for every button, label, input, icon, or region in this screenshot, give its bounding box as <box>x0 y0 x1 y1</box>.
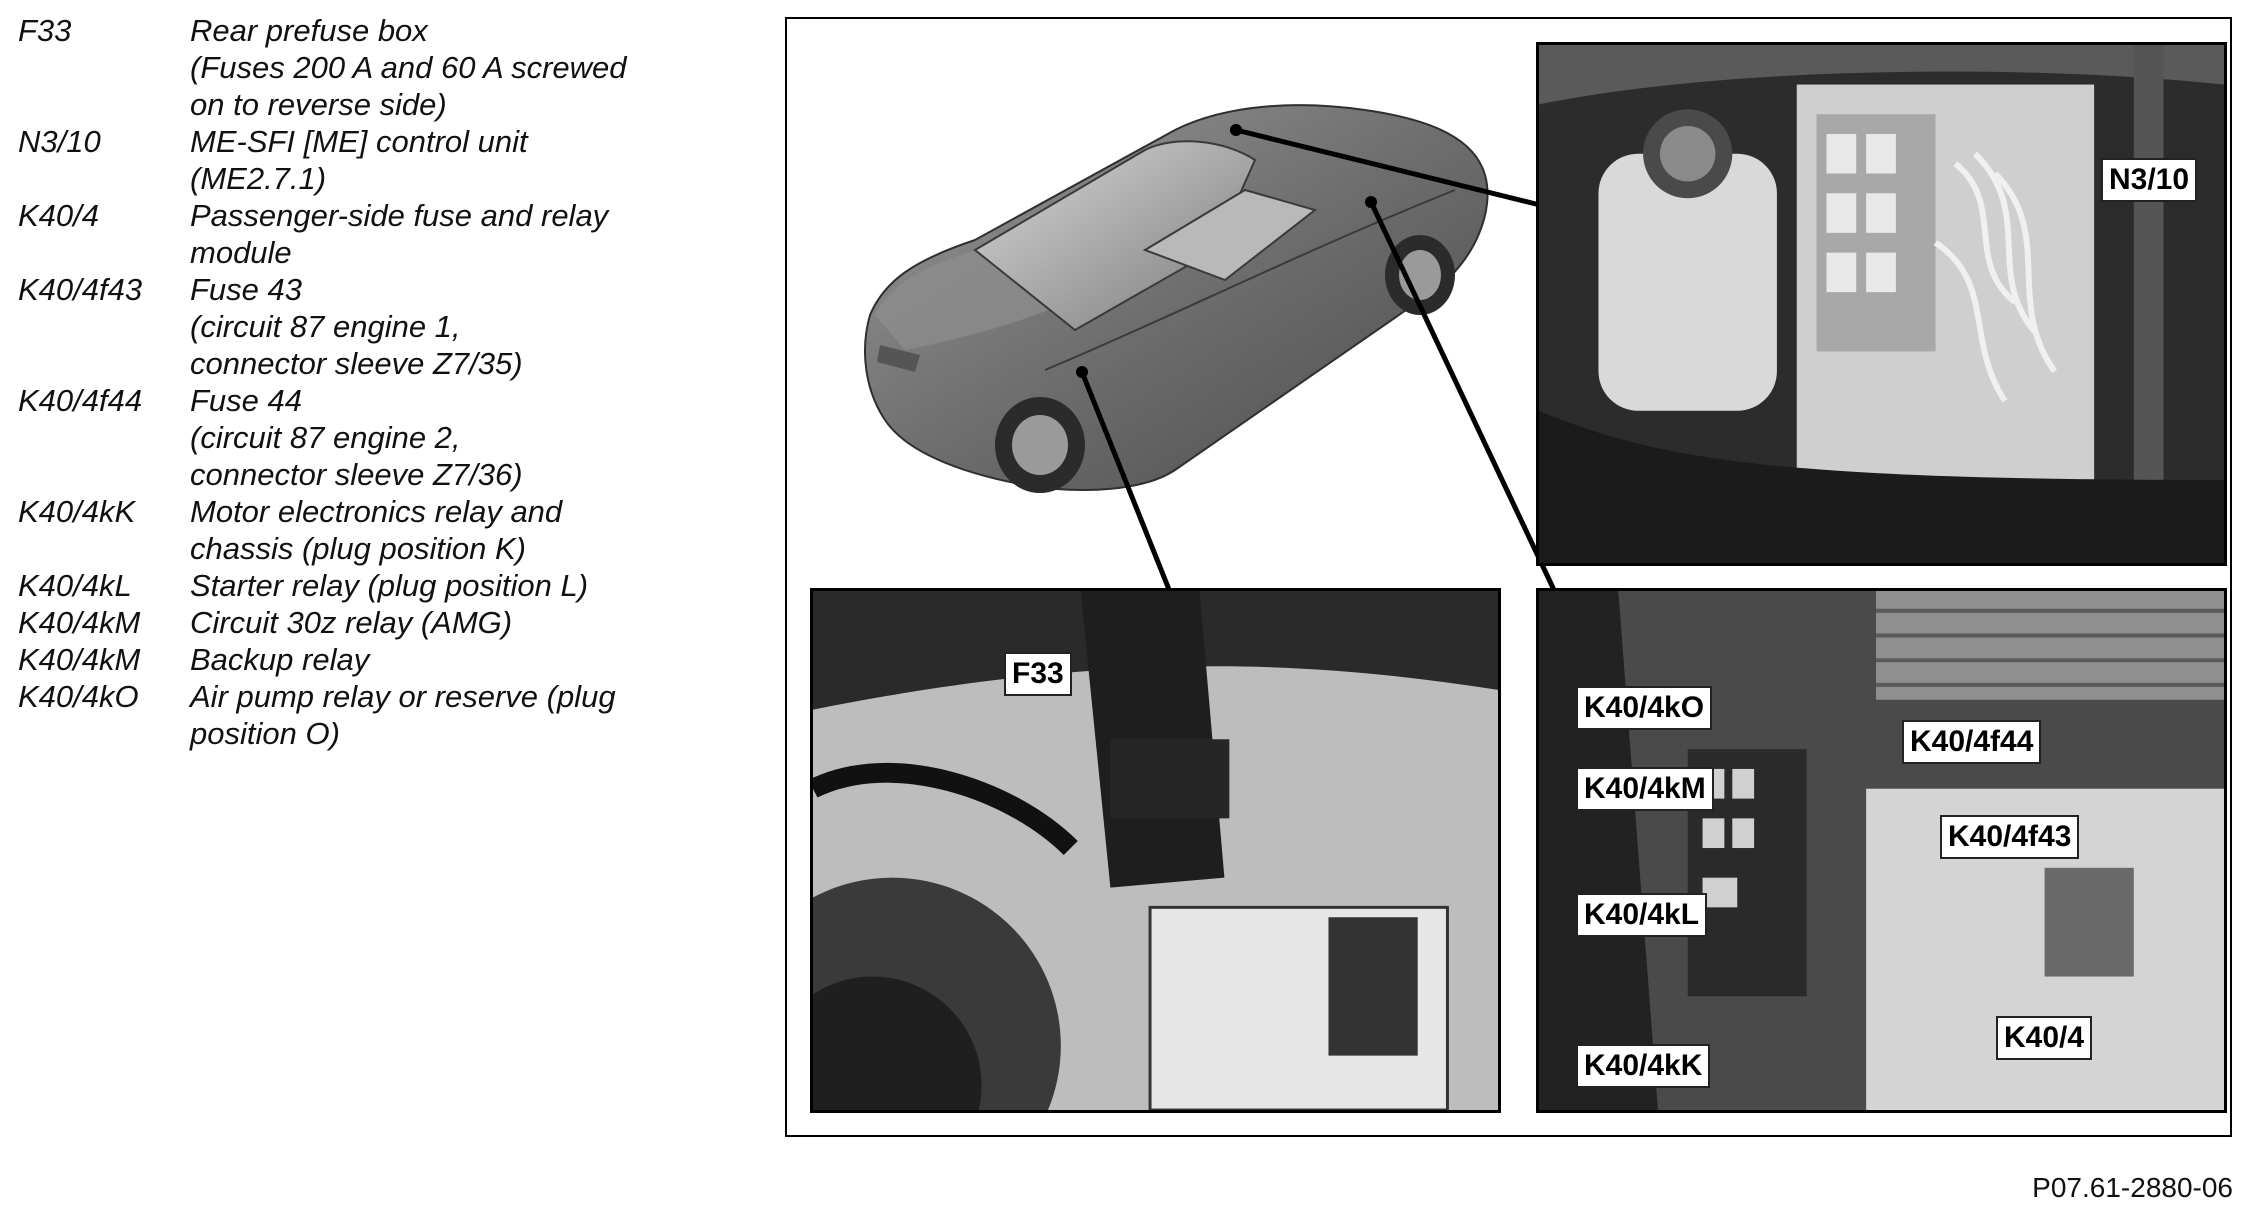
legend-desc-line: on to reverse side) <box>190 87 447 122</box>
legend-desc-line: Starter relay (plug position L) <box>190 568 589 603</box>
legend-code: K40/4kM <box>18 605 141 640</box>
passenger-module-photo <box>1536 588 2227 1113</box>
legend-desc <box>190 197 738 271</box>
legend-code: K40/4f43 <box>18 272 143 307</box>
trunk-image <box>813 591 1498 1110</box>
legend-desc-line: module <box>190 235 292 270</box>
legend-desc <box>190 382 738 493</box>
legend-desc <box>190 678 738 752</box>
legend-row-n3-10 <box>18 123 738 197</box>
legend-code: K40/4kM <box>18 642 141 677</box>
legend-row-k40-4f44 <box>18 382 738 493</box>
legend-row-k40-4km-backup <box>18 641 738 678</box>
legend-row-k40-4f43 <box>18 271 738 382</box>
legend-code: K40/4f44 <box>18 383 143 418</box>
callout-k40-4kl: K40/4kL <box>1576 893 1707 937</box>
legend-desc <box>190 271 738 382</box>
engine-compartment-image <box>1539 45 2224 563</box>
legend-desc <box>190 604 738 641</box>
legend-desc <box>190 641 738 678</box>
legend-code: K40/4kL <box>18 568 132 603</box>
legend-desc-line: chassis (plug position K) <box>190 531 526 566</box>
legend-code: K40/4kK <box>18 494 136 529</box>
legend-row-k40-4km-30z <box>18 604 738 641</box>
legend-desc-line: position O) <box>190 716 340 751</box>
trunk-photo <box>810 588 1501 1113</box>
legend-row-k40-4kk <box>18 493 738 567</box>
legend-desc-line: Circuit 30z relay (AMG) <box>190 605 513 640</box>
legend-desc-line: (circuit 87 engine 1, <box>190 309 461 344</box>
legend-row-k40-4ko <box>18 678 738 752</box>
legend-desc-line: ME-SFI [ME] control unit <box>190 124 528 159</box>
legend-code: F33 <box>18 13 72 48</box>
legend-code: K40/4kO <box>18 679 139 714</box>
callout-k40-4km: K40/4kM <box>1576 767 1714 811</box>
legend-desc-line: (ME2.7.1) <box>190 161 327 196</box>
legend-desc-line: (circuit 87 engine 2, <box>190 420 461 455</box>
callout-k40-4ko: K40/4kO <box>1576 686 1712 730</box>
legend-desc-line: Rear prefuse box <box>190 13 428 48</box>
legend <box>18 12 738 752</box>
legend-desc-line: connector sleeve Z7/36) <box>190 457 523 492</box>
callout-k40-4kk: K40/4kK <box>1576 1044 1710 1088</box>
callout-f33: F33 <box>1004 652 1072 696</box>
legend-desc-line: Air pump relay or reserve (plug <box>190 679 616 714</box>
passenger-module-image <box>1539 591 2224 1110</box>
callout-k40-4: K40/4 <box>1996 1016 2092 1060</box>
legend-desc <box>190 12 738 123</box>
callout-k40-4f44: K40/4f44 <box>1902 720 2041 764</box>
legend-desc <box>190 123 738 197</box>
legend-desc-line: Backup relay <box>190 642 370 677</box>
legend-desc <box>190 493 738 567</box>
legend-desc-line: Passenger-side fuse and relay <box>190 198 609 233</box>
engine-compartment-photo <box>1536 42 2227 566</box>
callout-n3-10: N3/10 <box>2101 158 2197 202</box>
legend-code: N3/10 <box>18 124 101 159</box>
legend-row-k40-4 <box>18 197 738 271</box>
callout-k40-4f43: K40/4f43 <box>1940 815 2079 859</box>
legend-desc-line: (Fuses 200 A and 60 A screwed <box>190 50 627 85</box>
legend-row-f33 <box>18 12 738 123</box>
car-illustration <box>845 100 1505 520</box>
figure-reference: P07.61-2880-06 <box>2032 1172 2233 1203</box>
legend-desc-line: Motor electronics relay and <box>190 494 563 529</box>
legend-desc-line: connector sleeve Z7/35) <box>190 346 523 381</box>
legend-desc-line: Fuse 43 <box>190 272 303 307</box>
legend-desc-line: Fuse 44 <box>190 383 303 418</box>
legend-code: K40/4 <box>18 198 100 233</box>
legend-row-k40-4kl <box>18 567 738 604</box>
legend-desc <box>190 567 738 604</box>
